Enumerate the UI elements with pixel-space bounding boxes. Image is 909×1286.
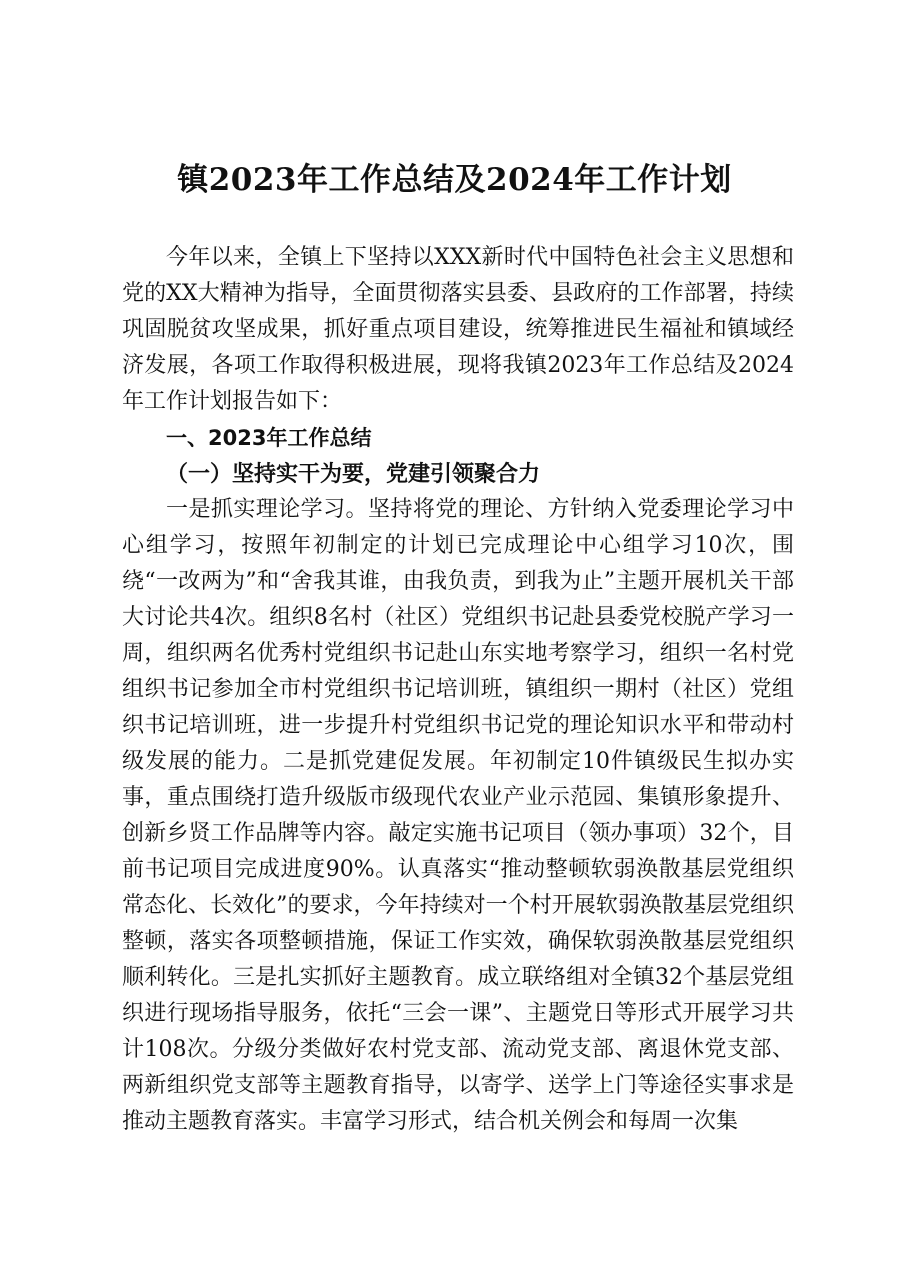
section-heading: 一、2023年工作总结 [166,426,372,450]
document-body [122,240,794,1140]
subsection-heading: （一）坚持实干为要，党建引领聚合力 [166,461,541,487]
document-title: 镇2023年工作总结及2024年工作计划 [177,162,732,198]
body-paragraph: 一是抓实理论学习。坚持将党的理论、方针纳入党委理论学习中心组学习，按照年初制定的计划已完成理论中心组学习10次，围绕“一改两为”和“舍我其谁，由我负责，到我为止”主题开展机关干部大讨论共4次。组织8名村（社区）党组织书记赴县委党校脱产学习一周，组织两名优秀村党组织书记赴山东实地考察学习，组织一名村党组织书记参加全市村党组织书记培训班，镇组织一期村（社区）党组织书记培训班，进一步提升村党组织书记党的理论知识水平和带动村级发展的能力。二是抓党建促发展。年初制定10件镇级民生拟办实事，重点围绕打造升级版市级现代农业产业示范园、集镇形象提升、创新乡贤工作品牌等内容。敲定实施书记项目（领办事项）32个，目前书记项目完成进度90%。认真落实“推动整顿软弱涣散基层党组织常态化、长效化”的要求，今年持续对一个村开展软弱涣散基层党组织整顿，落实各项整顿措施，保证工作实效，确保软弱涣散基层党组织顺利转化。三是扎实抓好主题教育。成立联络组对全镇32个基层党组织进行现场指导服务，依托“三会一课”、主题党日等形式开展学习共计108次。分级分类做好农村党支部、流动党支部、离退休党支部、两新组织党支部等主题教育指导，以寄学、送学上门等途径实事求是推动主题教育落实。丰富学习形式，结合机关例会和每周一次集 [122,497,794,1134]
intro-paragraph: 今年以来，全镇上下坚持以XXX新时代中国特色社会主义思想和党的XX大精神为指导，全面贯彻落实县委、县政府的工作部署，持续巩固脱贫攻坚成果，抓好重点项目建设，统筹推进民生福祉和镇域经济发展，各项工作取得积极进展，现将我镇2023年工作总结及2024年工作计划报告如下： [122,245,794,414]
